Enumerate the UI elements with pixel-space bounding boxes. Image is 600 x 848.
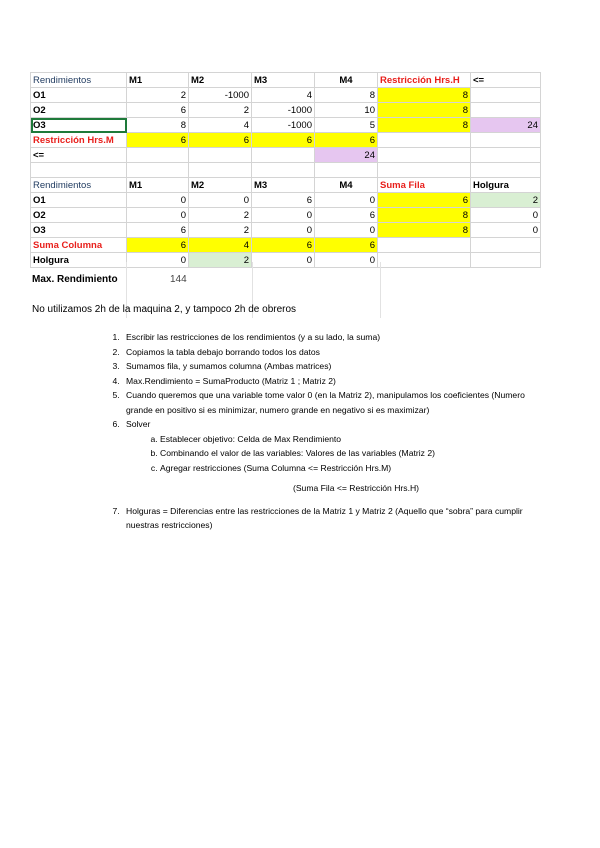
list-item xyxy=(122,417,552,496)
cell[interactable] xyxy=(378,148,471,163)
holgura-col-cell[interactable]: 0 xyxy=(252,253,315,268)
row-label[interactable]: O3 xyxy=(31,118,127,133)
cell[interactable]: 0 xyxy=(189,193,252,208)
table-row xyxy=(31,118,541,133)
table1-header-row xyxy=(31,73,541,88)
row-label[interactable]: O2 xyxy=(31,103,127,118)
suma-fila-cell[interactable]: 8 xyxy=(378,208,471,223)
step-text: Escribir las restricciones de los rendimientos (y a su lado, la suma) xyxy=(126,332,381,342)
cell[interactable] xyxy=(471,103,541,118)
cell[interactable]: 0 xyxy=(127,193,189,208)
cell[interactable]: 10 xyxy=(315,103,378,118)
holgura-col-cell[interactable]: 0 xyxy=(127,253,189,268)
cell[interactable]: 6 xyxy=(315,208,378,223)
cell[interactable]: 0 xyxy=(252,223,315,238)
suma-columna-cell[interactable]: 6 xyxy=(252,238,315,253)
cell[interactable]: 0 xyxy=(315,193,378,208)
step-text: Establecer objetivo: Celda de Max Rendimiento xyxy=(160,433,342,444)
table2-header-label[interactable]: Rendimientos xyxy=(31,178,127,193)
table2-header-m1[interactable]: M1 xyxy=(127,178,189,193)
list-item xyxy=(122,330,552,345)
holgura-cell[interactable]: 2 xyxy=(471,193,541,208)
steps-list xyxy=(92,330,552,533)
table2-header-row xyxy=(31,178,541,193)
holgura-label[interactable]: Holgura xyxy=(31,253,127,268)
list-item xyxy=(160,461,552,496)
list-item xyxy=(160,446,552,461)
table2-header-m4[interactable]: M4 xyxy=(315,178,378,193)
row-label[interactable]: O2 xyxy=(31,208,127,223)
restriccion-m-cell[interactable]: 6 xyxy=(127,133,189,148)
table-row xyxy=(31,103,541,118)
restriccion-m-cell[interactable]: 6 xyxy=(189,133,252,148)
step-text: Agregar restricciones (Suma Columna <= Restricción Hrs.M) xyxy=(160,462,392,473)
suma-columna-cell[interactable]: 6 xyxy=(127,238,189,253)
cell[interactable]: 0 xyxy=(127,208,189,223)
table1-header-m3[interactable]: M3 xyxy=(252,73,315,88)
table2-header-suma-fila[interactable]: Suma Fila xyxy=(378,178,471,193)
suma-fila-cell[interactable]: 6 xyxy=(378,193,471,208)
cell[interactable]: 5 xyxy=(315,118,378,133)
holgura-cell[interactable]: 0 xyxy=(471,223,541,238)
table1-header-m1[interactable]: M1 xyxy=(127,73,189,88)
cell[interactable]: 2 xyxy=(127,88,189,103)
table1-header-leq[interactable]: <= xyxy=(471,73,541,88)
step-text: Max.Rendimiento = SumaProducto (Matriz 1 ; Matriz 2) xyxy=(126,375,336,386)
holgura-cell[interactable]: 0 xyxy=(471,208,541,223)
table2-header-holgura[interactable]: Holgura xyxy=(471,178,541,193)
cell[interactable]: 6 xyxy=(127,103,189,118)
step-text: Sumamos fila, y sumamos columna (Ambas matrices) xyxy=(126,361,332,371)
cell[interactable] xyxy=(471,88,541,103)
restriccion-m-cell[interactable]: 6 xyxy=(252,133,315,148)
spreadsheet xyxy=(30,72,540,268)
cell[interactable]: 0 xyxy=(252,208,315,223)
results-table xyxy=(30,72,541,268)
table1-header-label[interactable]: Rendimientos xyxy=(31,73,127,88)
holgura-row xyxy=(31,253,541,268)
gridline xyxy=(380,262,381,318)
step-text: (Suma Fila <= Restricción Hrs.H) xyxy=(292,483,420,493)
table1-header-m4[interactable]: M4 xyxy=(315,73,378,88)
cell[interactable] xyxy=(471,133,541,148)
step-text: Holguras = Diferencias entre las restricciones de la Matriz 1 y Matriz 2 (Aquello que “sobra” para cumplir nuestras restricciones) xyxy=(126,505,523,530)
list-item xyxy=(122,345,552,360)
cell[interactable]: -1000 xyxy=(252,118,315,133)
leq-label[interactable]: <= xyxy=(31,148,127,163)
cell[interactable] xyxy=(378,133,471,148)
table1-header-m2[interactable]: M2 xyxy=(189,73,252,88)
cell[interactable]: 2 xyxy=(189,208,252,223)
sum-cell[interactable]: 24 xyxy=(315,148,378,163)
spacer-row xyxy=(31,163,541,178)
max-rendimiento-value[interactable]: 144 xyxy=(170,274,187,285)
suma-columna-label[interactable]: Suma Columna xyxy=(31,238,127,253)
restriccion-h-cell[interactable]: 8 xyxy=(378,118,471,133)
sum-cell[interactable]: 24 xyxy=(471,118,541,133)
suma-columna-cell[interactable]: 6 xyxy=(315,238,378,253)
row-label[interactable]: O1 xyxy=(31,193,127,208)
table-row xyxy=(31,193,541,208)
cell[interactable] xyxy=(378,238,471,253)
restriccion-h-cell[interactable]: 8 xyxy=(378,88,471,103)
step-text: Combinando el valor de las variables: Valores de las variables (Matriz 2) xyxy=(160,448,435,458)
list-item xyxy=(122,359,552,374)
cell[interactable]: 6 xyxy=(127,223,189,238)
restriccion-m-cell[interactable]: 6 xyxy=(315,133,378,148)
holgura-col-cell[interactable]: 2 xyxy=(189,253,252,268)
table2-header-m3[interactable]: M3 xyxy=(252,178,315,193)
step-text: Copiamos la tabla debajo borrando todos los datos xyxy=(126,346,320,357)
cell[interactable]: -1000 xyxy=(252,103,315,118)
cell[interactable]: 4 xyxy=(189,118,252,133)
suma-columna-row xyxy=(31,238,541,253)
max-rendimiento-label[interactable]: Max. Rendimiento xyxy=(32,274,118,285)
list-item xyxy=(160,432,552,447)
step-text: Cuando queremos que una variable tome valor 0 (en la Matriz 2), manipulamos los coeficientes (Numero grande en positivo si es minimizar, numero grande en negativo si es maximizar) xyxy=(126,390,525,415)
list-item xyxy=(122,374,552,389)
solver-sublist xyxy=(126,432,552,496)
table2-header-m2[interactable]: M2 xyxy=(189,178,252,193)
cell[interactable] xyxy=(189,148,252,163)
table-row xyxy=(31,88,541,103)
conclusion-note[interactable]: No utilizamos 2h de la maquina 2, y tampoco 2h de obreros xyxy=(32,304,297,315)
restriccion-m-label[interactable]: Restricción Hrs.M xyxy=(31,133,127,148)
cell[interactable] xyxy=(471,148,541,163)
cell[interactable] xyxy=(127,148,189,163)
cell[interactable]: 0 xyxy=(315,223,378,238)
cell[interactable]: 8 xyxy=(127,118,189,133)
restriccion-h-cell[interactable]: 8 xyxy=(378,103,471,118)
cell[interactable] xyxy=(378,253,471,268)
cell[interactable] xyxy=(471,253,541,268)
holgura-col-cell[interactable]: 0 xyxy=(315,253,378,268)
restriction-row xyxy=(31,133,541,148)
table-row xyxy=(31,208,541,223)
table-row xyxy=(31,223,541,238)
cell[interactable]: 2 xyxy=(189,223,252,238)
suma-columna-cell[interactable]: 4 xyxy=(189,238,252,253)
step-text: Solver xyxy=(126,419,151,429)
cell[interactable]: 4 xyxy=(252,88,315,103)
list-item xyxy=(122,388,552,417)
table1-header-restriccion-h[interactable]: Restricción Hrs.H xyxy=(378,73,471,88)
suma-fila-cell[interactable]: 8 xyxy=(378,223,471,238)
row-label[interactable]: O3 xyxy=(31,223,127,238)
cell[interactable]: -1000 xyxy=(189,88,252,103)
leq-row xyxy=(31,148,541,163)
cell[interactable]: 2 xyxy=(189,103,252,118)
cell[interactable] xyxy=(471,238,541,253)
list-item xyxy=(122,504,552,533)
cell[interactable] xyxy=(252,148,315,163)
row-label[interactable]: O1 xyxy=(31,88,127,103)
cell[interactable]: 8 xyxy=(315,88,378,103)
cell[interactable]: 6 xyxy=(252,193,315,208)
